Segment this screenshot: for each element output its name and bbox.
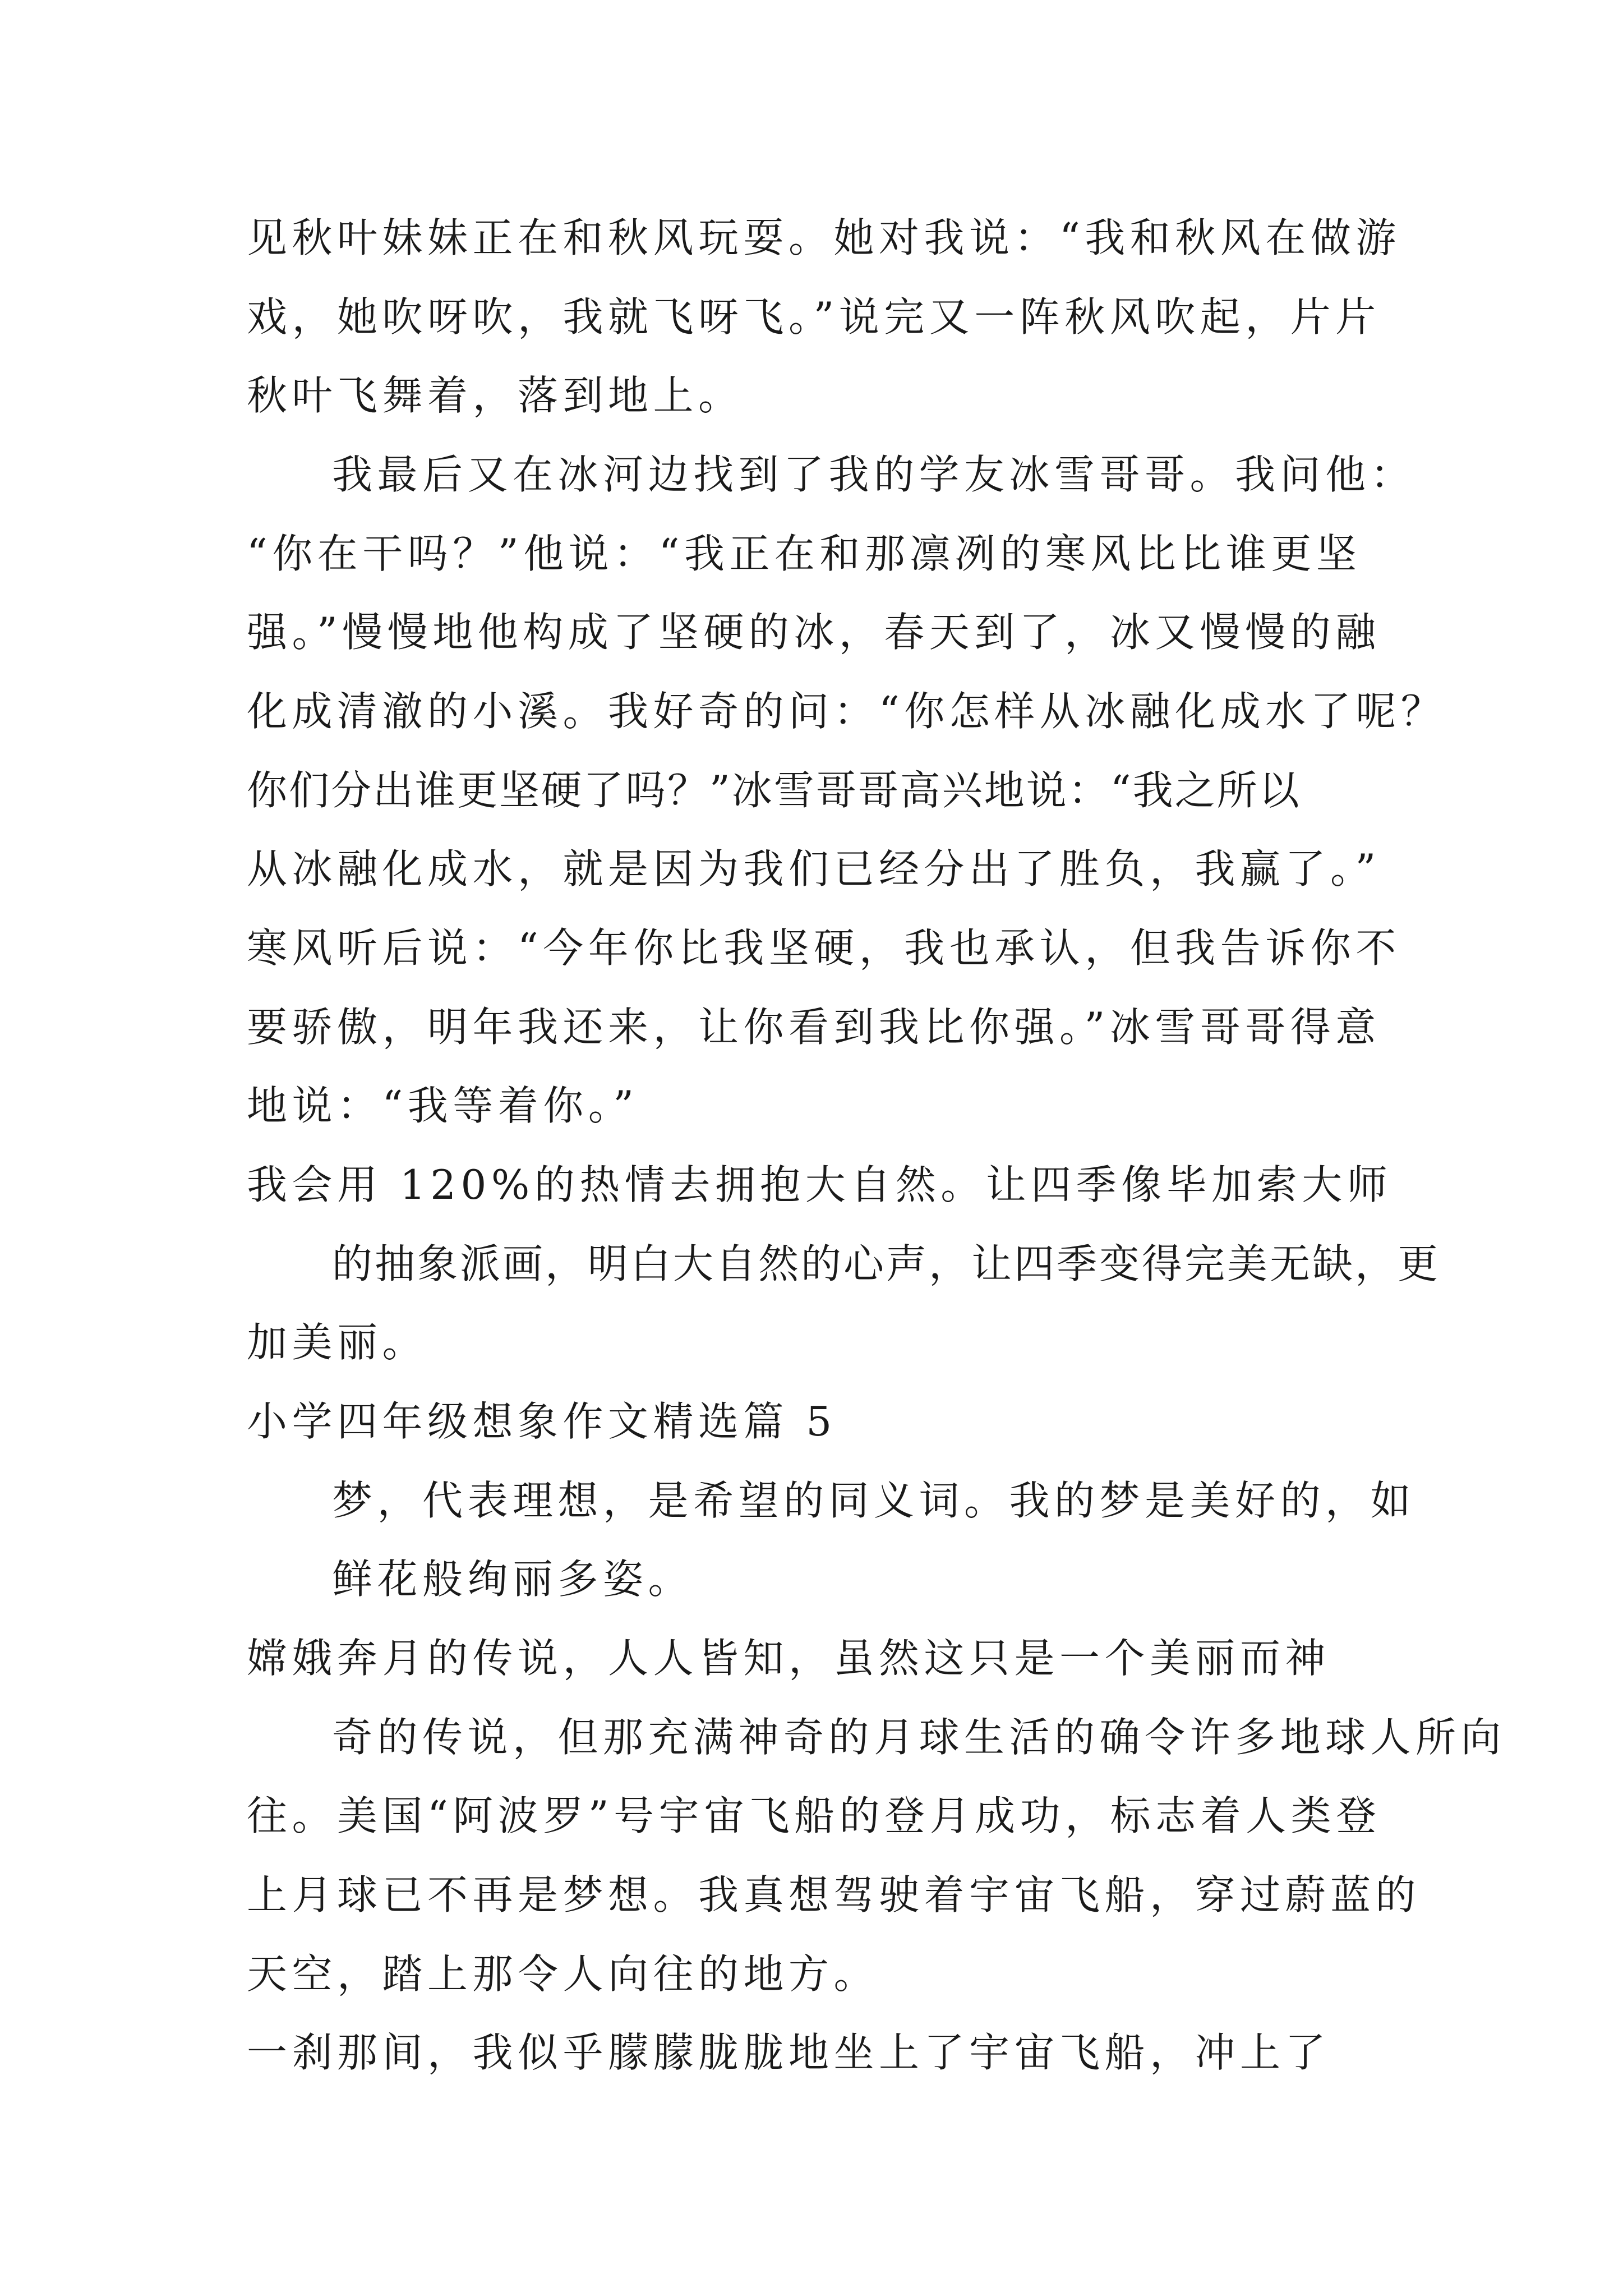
text-line: 戏，她吹呀吹，我就飞呀飞。”说完又一阵秋风吹起，片片 [247,293,1381,341]
text-line: 强。”慢慢地他构成了坚硬的冰，春天到了，冰又慢慢的融 [247,609,1381,656]
text-line: 寒风听后说：“今年你比我坚硬，我也承认，但我告诉你不 [247,924,1401,972]
text-line: 上月球已不再是梦想。我真想驾驶着宇宙飞船，穿过蔚蓝的 [247,1871,1421,1918]
paragraph-start-line: 我最后又在冰河边找到了我的学友冰雪哥哥。我问他： [332,451,1416,498]
text-line: 见秋叶妹妹正在和秋风玩耍。她对我说：“我和秋风在做游 [247,214,1401,261]
text-line: 鲜花般绚丽多姿。 [332,1556,694,1603]
text-line: 秋叶飞舞着，落到地上。 [247,372,744,419]
text-line: 地说：“我等着你。” [247,1082,639,1129]
paragraph-start-line: 梦，代表理想，是希望的同义词。我的梦是美好的，如 [332,1477,1416,1524]
text-line: 往。美国“阿波罗”号宇宙飞船的登月成功，标志着人类登 [247,1792,1381,1839]
text-line: 化成清澈的小溪。我好奇的问：“你怎样从冰融化成水了呢？ [247,688,1446,735]
text-line: 从冰融化成水，就是因为我们已经分出了胜负，我赢了。” [247,845,1381,892]
text-line: 你们分出谁更坚硬了吗？”冰雪哥哥高兴地说：“我之所以 [247,767,1301,814]
paragraph-start-line: 嫦娥奔月的传说，人人皆知，虽然这只是一个美丽而神 [247,1635,1331,1682]
text-line: 要骄傲，明年我还来，让你看到我比你强。”冰雪哥哥得意 [247,1004,1381,1051]
paragraph-start-line: 一刹那间，我似乎朦朦胧胧地坐上了宇宙飞船，冲上了 [247,2029,1331,2076]
text-line: 奇的传说，但那充满神奇的月球生活的确令许多地球人所向 [332,1714,1506,1761]
text-line: 加美丽。 [247,1319,428,1366]
section-heading: 小学四年级想象作文精选篇 5 [247,1398,837,1445]
text-line: “你在干吗？”他说：“我正在和那凛冽的寒风比比谁更坚 [247,530,1362,577]
text-line: 的抽象派画，明白大自然的心声，让四季变得完美无缺，更 [332,1240,1441,1287]
text-line: 天空，踏上那令人向往的地方。 [247,1950,879,1998]
paragraph-start-line: 我会用 120%的热情去拥抱大自然。让四季像毕加索大师 [247,1161,1393,1208]
